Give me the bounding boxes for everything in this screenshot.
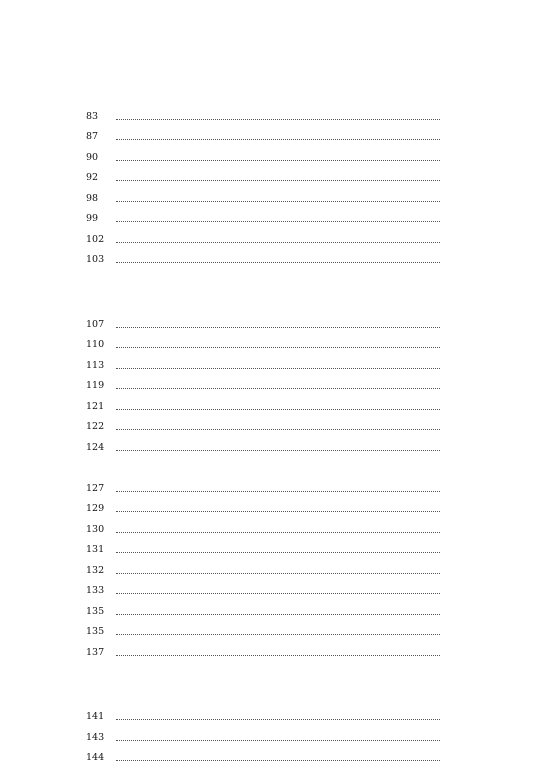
section-title	[86, 78, 444, 96]
toc-entry	[86, 246, 444, 267]
toc-entry	[86, 331, 444, 352]
toc-entry	[86, 703, 444, 724]
toc-entry	[86, 744, 444, 765]
dot-leader	[116, 429, 440, 430]
page-number: 102	[86, 233, 105, 245]
page-number: 131	[86, 544, 105, 555]
dot-leader	[116, 655, 440, 656]
dot-leader	[116, 719, 440, 720]
dot-leader	[116, 201, 440, 202]
dot-leader	[116, 242, 440, 243]
dot-leader	[116, 347, 440, 348]
page-number: 144	[86, 752, 105, 763]
toc-entry	[86, 638, 444, 659]
dot-leader	[116, 160, 440, 161]
dot-leader	[116, 552, 440, 553]
page-number: 90	[86, 151, 99, 163]
dot-leader	[116, 221, 440, 222]
toc-entry	[86, 577, 444, 598]
dot-leader	[116, 614, 440, 615]
dot-leader	[116, 388, 440, 389]
toc-section	[86, 286, 444, 659]
page-number: 135	[86, 605, 105, 617]
page-number: 137	[86, 646, 105, 658]
toc-entry	[86, 123, 444, 144]
toc-entry	[86, 310, 444, 331]
page-number: 83	[86, 110, 99, 122]
page-number: 129	[86, 503, 105, 514]
toc-entry	[86, 597, 444, 618]
toc-entry	[86, 205, 444, 226]
page-number: 141	[86, 711, 105, 722]
dot-leader	[116, 491, 440, 492]
section-title	[86, 286, 444, 304]
page-number: 133	[86, 585, 105, 596]
dot-leader	[116, 450, 440, 451]
page-number: 110	[86, 339, 105, 350]
page-number: 124	[86, 441, 105, 453]
page-number: 127	[86, 482, 105, 494]
section-title	[86, 679, 444, 697]
page-number: 121	[86, 400, 105, 412]
page-number: 122	[86, 421, 105, 432]
toc-entry	[86, 618, 444, 639]
table-of-contents	[86, 78, 444, 784]
toc-entry	[86, 351, 444, 372]
page-number: 98	[86, 192, 99, 204]
page-number: 130	[86, 523, 105, 535]
toc-entry	[86, 556, 444, 577]
toc-entry	[86, 454, 444, 475]
page-number: 143	[86, 731, 105, 743]
page-number: 87	[86, 131, 99, 142]
toc-entry	[86, 495, 444, 516]
dot-leader	[116, 327, 440, 328]
dot-leader	[116, 139, 440, 140]
dot-leader	[116, 180, 440, 181]
dot-leader	[116, 262, 440, 263]
page-number: 113	[86, 359, 105, 371]
toc-entry	[86, 372, 444, 393]
toc-entry	[86, 392, 444, 413]
toc-section	[86, 78, 444, 266]
toc-entry	[86, 413, 444, 434]
toc-entry	[86, 225, 444, 246]
toc-section	[86, 679, 444, 765]
dot-leader	[116, 634, 440, 635]
toc-entry	[86, 515, 444, 536]
dot-leader	[116, 593, 440, 594]
page-number: 103	[86, 254, 105, 265]
dot-leader	[116, 511, 440, 512]
toc-entry	[86, 143, 444, 164]
dot-leader	[116, 119, 440, 120]
toc-entry	[86, 474, 444, 495]
dot-leader	[116, 368, 440, 369]
toc-entry	[86, 184, 444, 205]
page-number: 92	[86, 172, 99, 183]
page-number: 132	[86, 564, 105, 576]
page-number: 135	[86, 626, 105, 637]
dot-leader	[116, 573, 440, 574]
toc-entry	[86, 723, 444, 744]
dot-leader	[116, 409, 440, 410]
page-number: 107	[86, 318, 105, 330]
dot-leader	[116, 760, 440, 761]
page-number: 99	[86, 213, 99, 224]
toc-entry	[86, 536, 444, 557]
toc-entry	[86, 433, 444, 454]
toc-entry	[86, 164, 444, 185]
dot-leader	[116, 532, 440, 533]
toc-entry	[86, 102, 444, 123]
page-number: 119	[86, 380, 105, 391]
dot-leader	[116, 740, 440, 741]
